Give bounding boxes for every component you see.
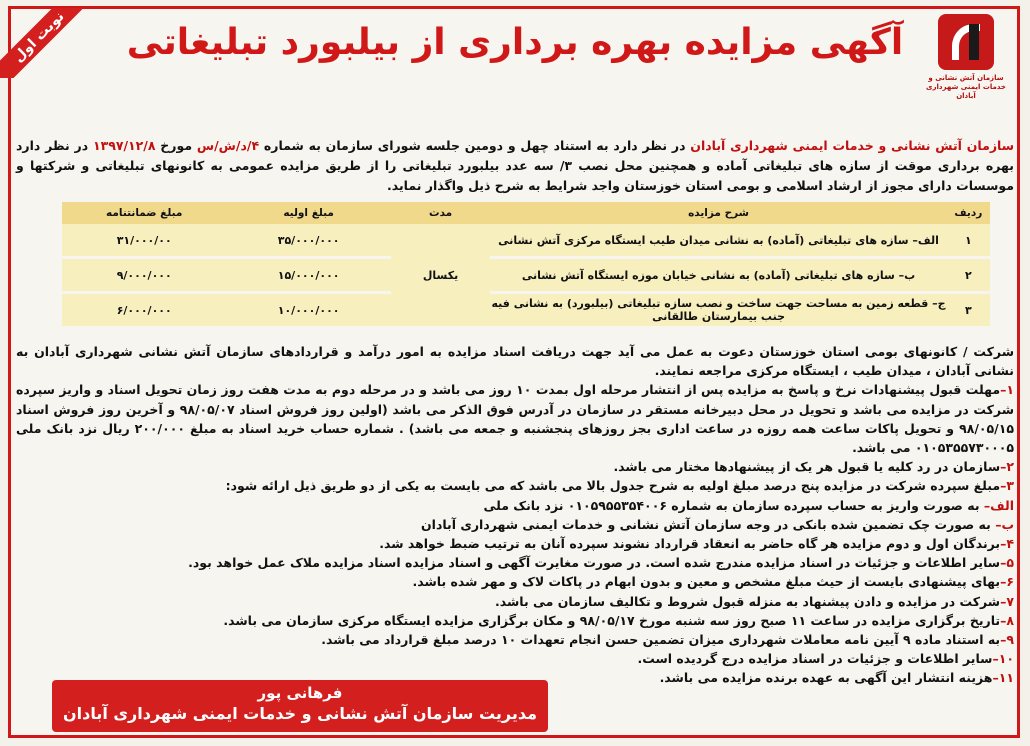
auction-items-table (62, 202, 990, 329)
item-text: هزینه انتشار این آگهی به عهده برنده مزایده می باشد. (659, 670, 993, 686)
table-row (62, 224, 990, 258)
header-duration: مدت (391, 202, 491, 224)
item-text: سایر اطلاعات و جزئیات در اسناد مزایده درج گردیده است. (637, 651, 993, 667)
row-base-price: ۱۰/۰۰۰/۰۰۰ (226, 293, 390, 328)
item-number: ۶– (1000, 574, 1014, 590)
item-number: ۴– (1000, 536, 1014, 552)
row-description: ج– قطعه زمین به مساحت جهت ساخت و نصب سازه تبلیغاتی (بیلبورد) به نشانی فیه جنب بیمارستان طالقانی (490, 293, 946, 328)
row-number: ۱ (947, 224, 990, 258)
logo-caption: سازمان آتش نشانی و خدمات ایمنی شهرداری آبادان (926, 74, 1006, 100)
row-description: الف– سازه های تبلیغاتی (آماده) به نشانی میدان طیب ایستگاه مرکزی آتش نشانی (490, 224, 946, 258)
condition-item (16, 553, 1014, 572)
condition-item (16, 592, 1014, 611)
page-title: آگهی مزایده بهره برداری از بیلبورد تبلیغاتی (126, 22, 904, 63)
reference-date: ۱۳۹۷/۱۲/۸ (92, 138, 156, 153)
item-number: ۱۱– (992, 670, 1014, 686)
item-number: ۷– (1000, 593, 1014, 609)
invitation-paragraph: شرکت / کانونهای بومی استان خوزستان دعوت به عمل می آید جهت دریافت اسناد مزایده به امور درآمد و قراردادهای سازمان آتش نشانی شهرداری آبادان به نشانی آبادان ، میدان طیب ، ایستگاه مرکزی مراجعه نمایند. (16, 344, 1014, 379)
subitem-label: ب– (995, 516, 1014, 532)
header-description: شرح مزایده (490, 202, 946, 224)
item-text: برندگان اول و دوم مزایده هر گاه حاضر به انعقاد قرارداد نشوند سپرده آنان به ترتیب ضبط خواهد شد. (379, 536, 1001, 552)
item-number: ۳– (1000, 478, 1014, 494)
row-number: ۲ (947, 258, 990, 293)
intro-paragraph (16, 136, 1014, 196)
organization-name: سازمان آتش نشانی و خدمات ایمنی شهرداری آبادان (690, 138, 1014, 153)
condition-item (16, 534, 1014, 553)
item-number: ۸– (1000, 612, 1014, 628)
table-header-row (62, 202, 990, 224)
item-text: تاریخ برگزاری مزایده در ساعت ۱۱ صبح روز سه شنبه مورخ ۹۸/۰۵/۱۷ و مکان برگزاری مزایده ایستگاه مرکزی سازمان می باشد. (223, 612, 1001, 628)
condition-subitem (16, 515, 1014, 534)
row-guarantee: ۶/۰۰۰/۰۰۰ (62, 293, 226, 328)
item-text: مهلت قبول پیشنهادات نرخ و پاسخ به مزایده پس از انتشار مرحله اول بمدت ۱۰ روز می باشد و در مرحله دوم به مدت هفت روز زمان تحویل اسناد و واریز سپرده شرکت در مزایده می باشد و تحویل در محل دبیرخانه مستقر در سازمان در آدرس فوق الذکر می باشد (اولین روز فروش اسناد ۹۸/۰۵/۰۷ و آخرین روز فروش اسناد ۹۸/۰۵/۱۵ و تحویل پاکات ساعت همه روزه در ساعت اداری بجز روزهای پنجشنبه و جمعه می باشد) . شماره حساب خرید اسناد به مبلغ ۲۰۰/۰۰۰ ریال نزد بانک ملی ۰۱۰۵۳۵۵۷۳۰۰۰۵ می باشد. (16, 382, 1014, 456)
signatory-department: مدیریت سازمان آتش نشانی و خدمات ایمنی شهرداری آبادان (62, 704, 538, 723)
condition-item (16, 380, 1014, 457)
item-text: شرکت در مزایده و دادن پیشنهاد به منزله قبول شروط و تکالیف سازمان می باشد. (494, 593, 1001, 609)
condition-item (16, 630, 1014, 649)
intro-text-2: مورخ (155, 138, 197, 153)
row-guarantee: ۳۱/۰۰۰/۰۰ (62, 224, 226, 258)
conditions-list (16, 342, 1014, 688)
condition-item (16, 649, 1014, 668)
logo-emblem-icon (938, 14, 994, 70)
signature-banner (52, 680, 548, 732)
ribbon-label: نوبت اول (0, 8, 82, 78)
condition-item (16, 457, 1014, 476)
item-text: مبلغ سپرده شرکت در مزایده پنج درصد مبلغ اولیه به شرح جدول بالا می باشد که می بایست به یکی از دو طریق ذیل ارائه شود: (225, 478, 1001, 494)
row-number: ۳ (947, 293, 990, 328)
condition-item (16, 572, 1014, 591)
header-row-number: ردیف (947, 202, 990, 224)
subitem-text: به صورت واریز به حساب سپرده سازمان به شماره ۰۱۰۵۹۵۵۳۵۴۰۰۶ نزد بانک ملی (483, 497, 984, 513)
subitem-label: الف– (983, 497, 1014, 513)
condition-item (16, 476, 1014, 495)
item-number: ۱– (1000, 382, 1014, 398)
row-description: ب– سازه های تبلیغاتی (آماده) به نشانی خیابان موزه ایستگاه آتش نشانی (490, 258, 946, 293)
condition-item (16, 611, 1014, 630)
table-row (62, 258, 990, 293)
row-guarantee: ۹/۰۰۰/۰۰۰ (62, 258, 226, 293)
row-base-price: ۳۵/۰۰۰/۰۰۰ (226, 224, 390, 258)
row-base-price: ۱۵/۰۰۰/۰۰۰ (226, 258, 390, 293)
header-guarantee: مبلغ ضمانتنامه (62, 202, 226, 224)
item-number: ۹– (1000, 632, 1014, 648)
first-publication-ribbon (0, 8, 82, 78)
signatory-name: فرهانی پور (257, 684, 343, 702)
condition-subitem (16, 496, 1014, 515)
item-text: سایر اطلاعات و جزئیات در اسناد مزایده مندرج شده است. در صورت مغایرت آگهی و اسناد مزایده اسناد مزایده ملاک عمل خواهد بود. (188, 555, 1001, 571)
item-number: ۲– (1000, 459, 1014, 475)
intro-text-1: در نظر دارد به استناد چهل و دومین جلسه شورای سازمان به شماره (259, 138, 691, 153)
reference-number: ۴/د/ش/س (196, 138, 260, 153)
item-text: به استناد ماده ۹ آیین نامه معاملات شهرداری میزان تضمین حسن انجام تعهدات ۱۰ درصد مبلغ قرارداد می باشد. (321, 632, 1001, 648)
subitem-text: به صورت چک تضمین شده بانکی در وجه سازمان آتش نشانی و خدمات ایمنی شهرداری آبادان (421, 516, 996, 532)
item-number: ۱۰– (992, 651, 1014, 667)
fire-department-logo (926, 14, 1006, 112)
duration-cell: یکسال (391, 224, 491, 328)
intro-text-3: در نظر دارد بهره برداری موقت از سازه های تبلیغاتی آماده و همچنین محل نصب ۳/ سه عدد بیلبورد تبلیغاتی را از طریق مزایده عمومی به کانونهای تبلیغاتی و شرکتها و موسسات دارای مجوز از ارشاد اسلامی و بومی استان خوزستان واجد شرایط به شرح ذیل واگذار نماید. (16, 138, 1015, 193)
item-number: ۵– (1000, 555, 1014, 571)
item-text: بهای پیشنهادی بایست از حیث مبلغ مشخص و معین و بدون ابهام در پاکات لاک و مهر شده باشد. (412, 574, 1001, 590)
header-base-price: مبلغ اولیه (226, 202, 390, 224)
item-text: سازمان در رد کلیه یا قبول هر یک از پیشنهادها مختار می باشد. (613, 459, 1001, 475)
table-row (62, 293, 990, 328)
